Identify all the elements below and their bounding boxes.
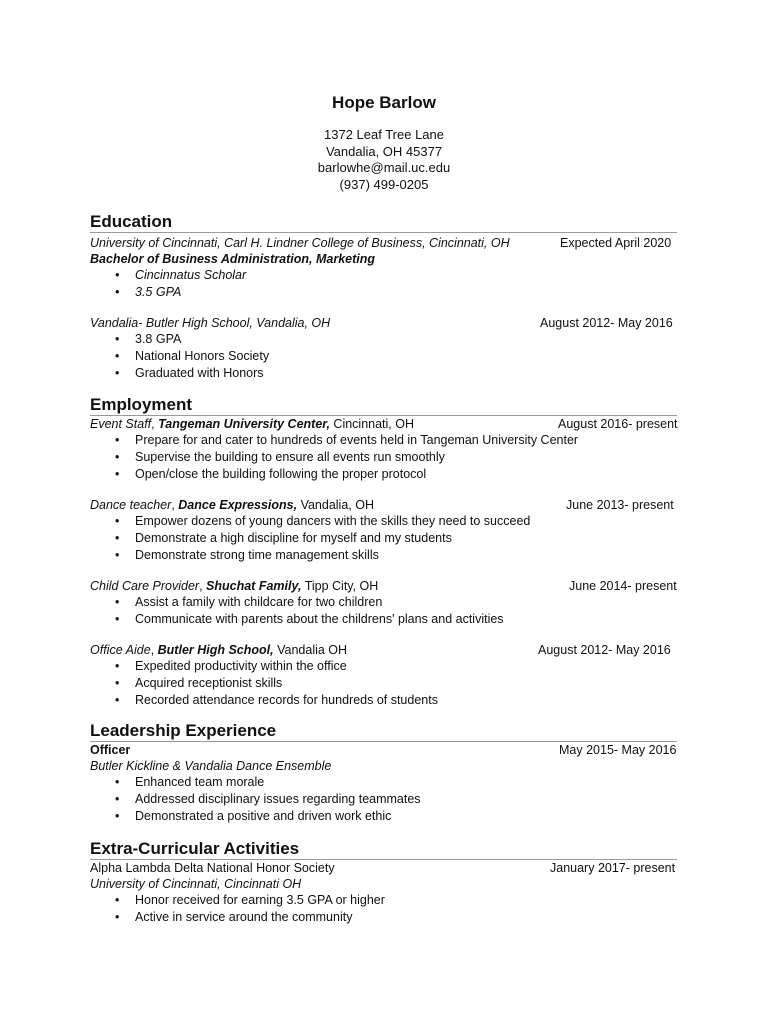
job-role: Child Care Provider xyxy=(90,579,200,593)
address-line-2: Vandalia, OH 45377 xyxy=(325,143,443,159)
list-item: • Acquired receptionist skills xyxy=(115,676,283,690)
list-item: • Demonstrate a high discipline for myself and my students xyxy=(115,531,452,545)
list-item: • Demonstrated a positive and driven work ethic xyxy=(115,809,392,823)
applicant-name: Hope Barlow xyxy=(332,93,436,112)
education-entry-hs xyxy=(90,315,677,331)
date-range: June 2013- present xyxy=(566,498,674,512)
bullet-list xyxy=(90,513,677,564)
leadership-section xyxy=(90,721,677,825)
bullet-list xyxy=(90,594,677,628)
activities-section xyxy=(90,839,677,926)
bullet-list xyxy=(90,331,677,382)
job-role: Dance teacher xyxy=(90,498,172,512)
job-location: Cincinnati, OH xyxy=(333,417,415,431)
contact-block xyxy=(0,127,768,193)
list-item: • Supervise the building to ensure all events run smoothly xyxy=(115,450,445,464)
bullet-list xyxy=(90,267,677,301)
leadership-entry xyxy=(90,742,677,758)
job-org: Dance Expressions, xyxy=(178,498,298,512)
education-entry-uc xyxy=(90,235,677,251)
section-title: Employment xyxy=(90,395,677,416)
phone: (937) 499-0205 xyxy=(339,176,429,192)
bullet-list xyxy=(90,892,677,926)
list-item: • Expedited productivity within the office xyxy=(115,659,347,673)
job-location: Tipp City, OH xyxy=(304,579,379,593)
list-item: • Active in service around the community xyxy=(115,910,353,924)
list-item: • Empower dozens of young dancers with the skills they need to succeed xyxy=(115,514,531,528)
job-entry: Child Care Provider, Shuchat Family, Tipp City, OH June 2014- present xyxy=(90,579,677,593)
job-entry: Office Aide, Butler High School, Vandalia OH August 2012- May 2016 xyxy=(90,643,671,657)
list-item: • Demonstrate strong time management skills xyxy=(115,548,379,562)
job-role: Office Aide xyxy=(90,643,151,657)
degree: Bachelor of Business Administration, Marketing xyxy=(90,252,376,266)
job-role: Event Staff xyxy=(90,417,152,431)
list-item: • Recorded attendance records for hundreds of students xyxy=(115,693,438,707)
bullet-list xyxy=(90,658,677,709)
date-range: January 2017- present xyxy=(550,861,676,875)
list-item: • Enhanced team morale xyxy=(115,775,265,789)
list-item: • Graduated with Honors xyxy=(115,366,264,380)
job-org: Shuchat Family, xyxy=(206,579,302,593)
education-section xyxy=(90,212,677,382)
list-item: • Prepare for and cater to hundreds of events held in Tangeman University Center xyxy=(115,433,579,447)
section-title: Extra-Curricular Activities xyxy=(90,839,677,860)
bullet-list xyxy=(90,774,677,825)
list-item: • 3.8 GPA xyxy=(115,332,182,346)
email: barlowhe@mail.uc.edu xyxy=(317,160,451,175)
employment-section xyxy=(90,395,677,709)
list-item: • Addressed disciplinary issues regarding teammates xyxy=(115,792,421,806)
activity-entry xyxy=(90,860,677,876)
list-item: • Cincinnatus Scholar xyxy=(115,268,247,282)
list-item: • National Honors Society xyxy=(115,349,270,363)
activity-name: Alpha Lambda Delta National Honor Society xyxy=(90,861,335,875)
list-item: • 3.5 GPA xyxy=(115,285,182,299)
list-item: • Open/close the building following the proper protocol xyxy=(115,467,427,481)
date-range: August 2016- present xyxy=(558,417,678,431)
job-entry: Dance teacher, Dance Expressions, Vandalia, OH June 2013- present xyxy=(90,498,674,512)
list-item: • Communicate with parents about the childrens' plans and activities xyxy=(115,612,504,626)
activity-org: University of Cincinnati, Cincinnati OH xyxy=(90,877,302,891)
leadership-org: Butler Kickline & Vandalia Dance Ensemble xyxy=(90,759,332,773)
job-location: Vandalia OH xyxy=(277,643,348,657)
job-org: Butler High School, xyxy=(157,643,274,657)
job-org: Tangeman University Center, xyxy=(158,417,330,431)
school-name: University of Cincinnati, Carl H. Lindner College of Business, Cincinnati, OH xyxy=(90,236,510,250)
list-item: • Assist a family with childcare for two children xyxy=(115,595,383,609)
date-range: June 2014- present xyxy=(569,579,677,593)
school-name: Vandalia- Butler High School, Vandalia, OH xyxy=(90,316,331,330)
date-range: May 2015- May 2016 xyxy=(559,743,677,757)
list-item: • Honor received for earning 3.5 GPA or higher xyxy=(115,893,385,907)
date-range: August 2012- May 2016 xyxy=(538,643,671,657)
address-line-1: 1372 Leaf Tree Lane xyxy=(324,127,444,142)
date-range: August 2012- May 2016 xyxy=(540,316,673,330)
resume-header xyxy=(0,92,768,193)
job-location: Vandalia, OH xyxy=(300,498,374,512)
bullet-list xyxy=(90,432,677,483)
position-title: Officer xyxy=(90,743,131,757)
job-entry: Event Staff, Tangeman University Center, Cincinnati, OH August 2016- present xyxy=(90,417,678,431)
section-title: Education xyxy=(90,212,677,233)
date-range: Expected April 2020 xyxy=(560,236,672,250)
section-title: Leadership Experience xyxy=(90,721,677,742)
